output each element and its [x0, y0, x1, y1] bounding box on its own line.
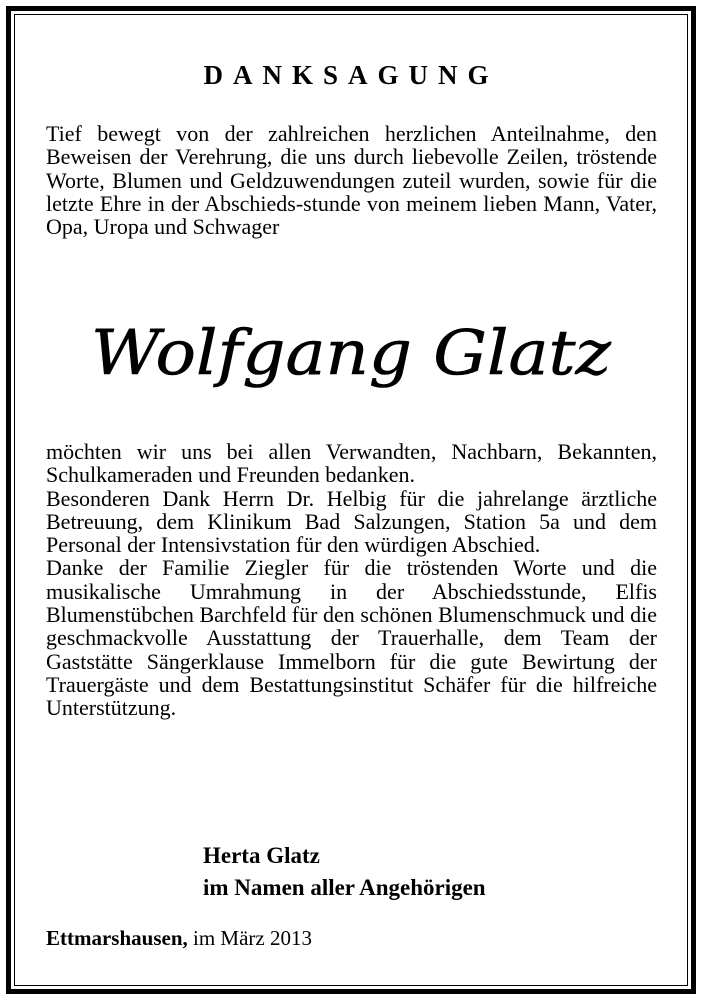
deceased-name	[71, 312, 631, 402]
date: im März 2013	[193, 926, 312, 950]
body-paragraph-2: Besonderen Dank Herrn Dr. Helbig für die jahrelange ärztliche Betreuung, dem Klinikum Bad Salzungen, Station 5a und dem Personal der Intensivstation für den würdigen Abschied.	[46, 485, 657, 558]
intro-paragraph	[46, 122, 657, 238]
place-date	[46, 924, 312, 952]
signoff-family: im Namen aller Angehörigen	[203, 875, 486, 900]
body-paragraphs	[46, 440, 657, 720]
body-paragraph-3: Danke der Familie Ziegler für die tröstenden Worte und die musikalische Umrahmung in der Abschiedsstunde, Elfis Blumenstübchen Barchfeld für den schönen Blumenschmuck und die geschmackvolle Ausstattung der Trauerhalle, dem Team der Gaststätte Sängerklause Immelborn für die gute Bewirtung der Trauergäste und dem Bestattungsinstitut Schäfer für die hilfreiche Unterstützung.	[46, 555, 657, 721]
intro-text: Tief bewegt von der zahlreichen herzlichen Anteilnahme, den Beweisen der Verehrung, die uns durch liebevolle Zeilen, tröstende Worte, Blumen und Geldzuwendungen zuteil wurden, sowie für die letzte Ehre in der Abschieds-stunde von meinem lieben Mann, Vater, Opa, Uropa und Schwager	[46, 121, 657, 240]
deceased-name-text: Wolfgang Glatz	[91, 316, 612, 389]
signoff	[203, 840, 486, 904]
place: Ettmarshausen,	[46, 926, 188, 950]
signoff-name: Herta Glatz	[203, 843, 320, 868]
page-title: DANKSAGUNG	[203, 60, 499, 90]
deceased-name-block	[0, 312, 702, 402]
body-paragraph-1: möchten wir uns bei allen Verwandten, Nachbarn, Bekannten, Schulkameraden und Freunden bedanken.	[46, 439, 657, 488]
